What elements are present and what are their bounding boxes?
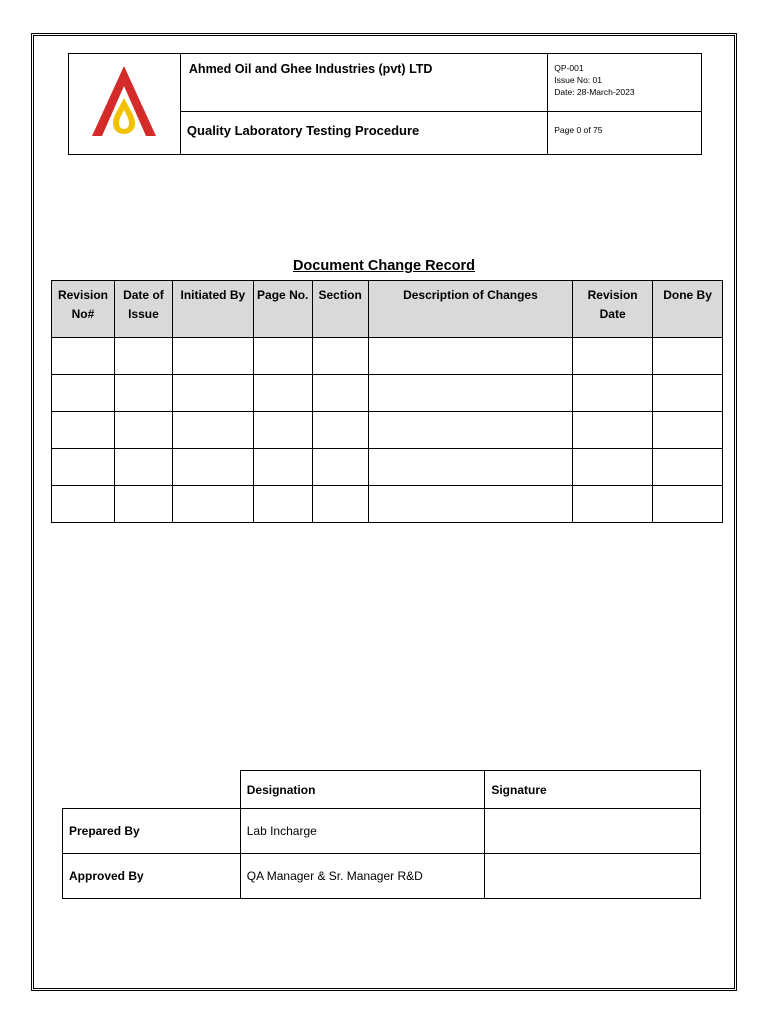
page-number: Page 0 of 75 [548, 112, 702, 155]
table-header-row [52, 281, 723, 338]
signature-field [485, 809, 701, 854]
document-header [68, 53, 702, 155]
procedure-title: Quality Laboratory Testing Procedure [180, 112, 547, 155]
column-header: Section [312, 281, 368, 338]
column-header: Description of Changes [368, 281, 573, 338]
logo-icon [89, 64, 159, 140]
designation-value: Lab Incharge [240, 809, 485, 854]
change-record-table [51, 280, 723, 523]
signoff-header-row [63, 771, 701, 809]
designation-value: QA Manager & Sr. Manager R&D [240, 854, 485, 899]
table-row [52, 338, 723, 375]
issue-date: Date: 28-March-2023 [554, 87, 635, 97]
signature-header: Signature [485, 771, 701, 809]
table-row [52, 449, 723, 486]
column-header: Page No. [253, 281, 312, 338]
doc-code: QP-001 [554, 63, 584, 73]
change-record-title: Document Change Record [292, 258, 476, 274]
designation-header: Designation [240, 771, 485, 809]
table-row [52, 375, 723, 412]
document-meta [548, 54, 702, 112]
table-row [52, 412, 723, 449]
column-header: Revision No# [52, 281, 115, 338]
role-label: Approved By [63, 854, 241, 899]
column-header: Revision Date [573, 281, 653, 338]
issue-number: Issue No: 01 [554, 75, 602, 85]
table-row [52, 486, 723, 523]
signoff-table [62, 770, 701, 899]
signoff-row-approved [63, 854, 701, 899]
company-name: Ahmed Oil and Ghee Industries (pvt) LTD [180, 54, 547, 112]
signature-field [485, 854, 701, 899]
company-logo [69, 54, 181, 155]
signoff-row-prepared [63, 809, 701, 854]
role-label: Prepared By [63, 809, 241, 854]
column-header: Done By [653, 281, 723, 338]
column-header: Initiated By [172, 281, 253, 338]
column-header: Date of Issue [114, 281, 172, 338]
